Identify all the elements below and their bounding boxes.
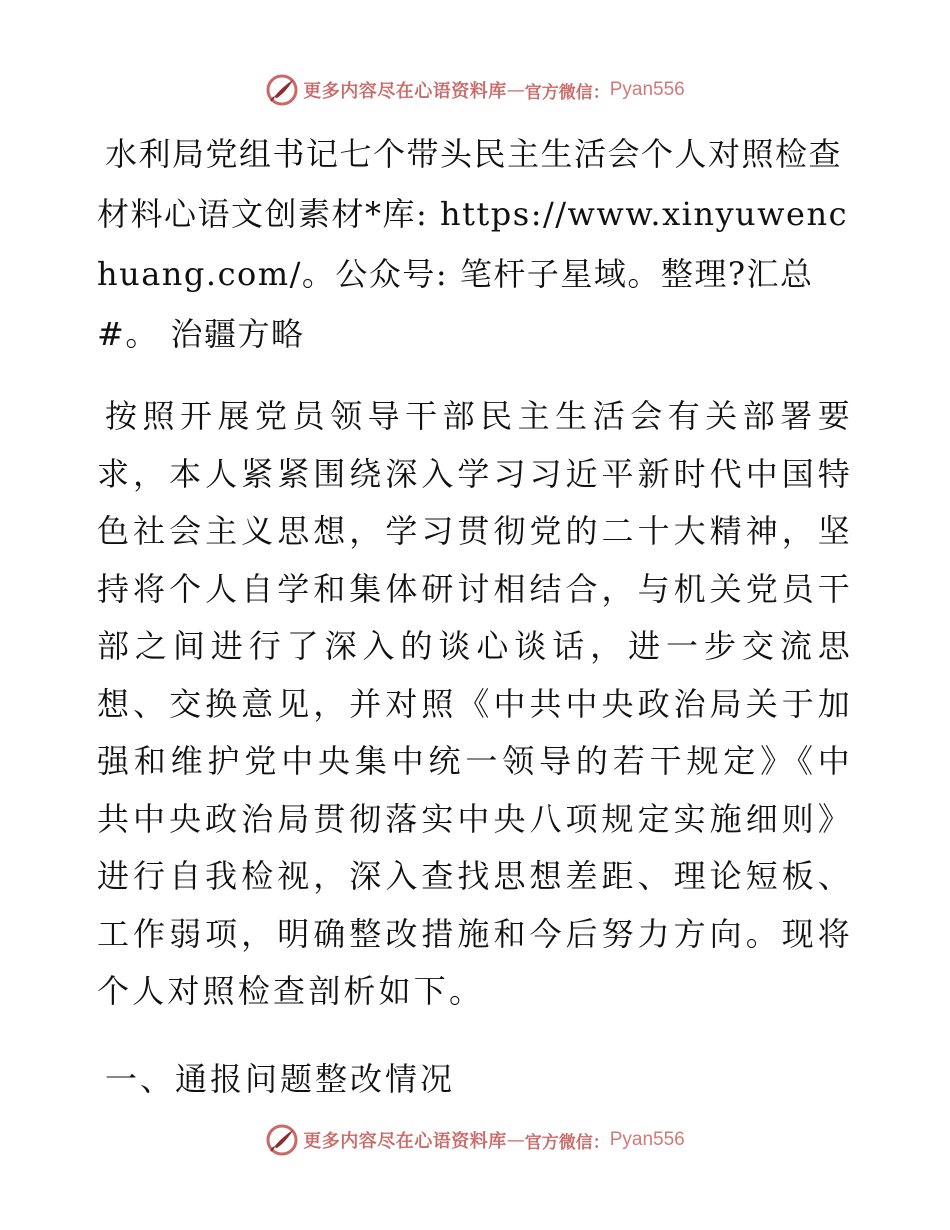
banner-wechat-label: 官方微信： (524, 82, 610, 103)
footer-banner (0, 1120, 950, 1160)
banner-text: 更多内容尽在心语资料库 (303, 81, 507, 102)
header-banner (0, 70, 950, 110)
banner-wechat-id: Pyan556 (609, 79, 685, 100)
document-title: 水利局党组书记七个带头民主生活会个人对照检查材料心语文创素材*库: https://www.xinyuwenchuang.com/。公众号: 笔杆子星域。整理?汇总#。 治疆方略 (97, 135, 849, 353)
paragraph: 按照开展党员领导干部民主生活会有关部署要求，本人紧紧围绕深入学习习近平新时代中国特色社会主义思想，学习贯彻党的二十大精神，坚持将个人自学和集体研讨相结合，与机关党员干部之间进行了深入的谈心谈话，进一步交流思想、交换意见，并对照《中共中央政治局关于加强和维护党中央集中统一领导的若干规定》《中共中央政治局贯彻落实中央八项规定实施细则》进行自我检视，深入查找思想差距、理论短板、工作弱项，明确整改措施和今后努力方向。现将个人对照检查剖析如下。 (97, 397, 853, 1010)
banner-dash: — (506, 1129, 525, 1151)
banner-wechat-id: Pyan556 (609, 1129, 685, 1150)
banner-text: 更多内容尽在心语资料库 (303, 1131, 507, 1152)
section-heading: 一、通报问题整改情况 (105, 1059, 456, 1098)
document-body (97, 124, 853, 1109)
banner-wechat-label: 官方微信： (524, 1132, 610, 1153)
banner-dash: — (506, 79, 525, 101)
quill-pen-logo-icon (265, 73, 299, 107)
quill-pen-logo-icon (265, 1123, 299, 1157)
